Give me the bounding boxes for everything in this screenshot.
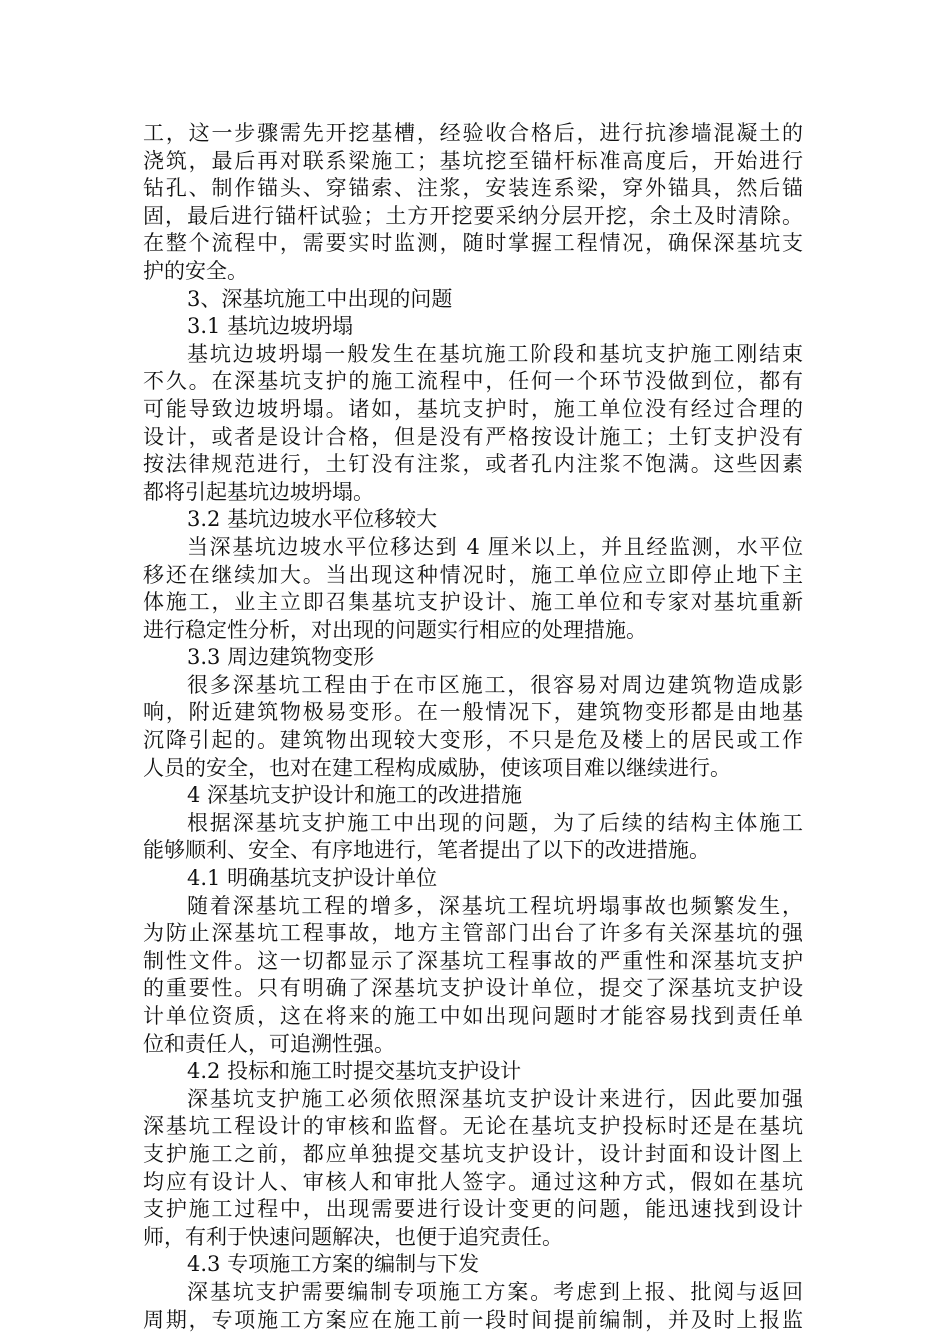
section-heading: 4.2 投标和施工时提交基坑支护设计	[187, 1059, 522, 1084]
paragraph-line: 工，这一步骤需先开挖基槽，经验收合格后，进行抗渗墙混凝土的	[143, 121, 803, 145]
paragraph-line: 深基坑工程设计的审核和监督。无论在基坑支护投标时还是在基坑	[143, 1114, 803, 1139]
section-heading: 3.2 基坑边坡水平位移较大	[187, 507, 438, 532]
paragraph-line: 不久。在深基坑支护的施工流程中，任何一个环节没做到位，都有	[143, 369, 803, 394]
paragraph-line: 按法律规范进行，土钉没有注浆，或者孔内注浆不饱满。这些因素	[143, 452, 803, 477]
paragraph-line: 能够顺利、安全、有序地进行，笔者提出了以下的改进措施。	[143, 838, 710, 863]
paragraph-line: 师，有利于快速问题解决，也便于追究责任。	[143, 1224, 563, 1249]
section-heading: 3.1 基坑边坡坍塌	[187, 314, 354, 339]
paragraph-line: 基坑边坡坍塌一般发生在基坑施工阶段和基坑支护施工刚结束	[187, 341, 803, 366]
paragraph-line: 钻孔、制作锚头、穿锚索、注浆，安装连系梁，穿外锚具，然后锚	[143, 176, 803, 201]
paragraph-line: 根据深基坑支护施工中出现的问题，为了后续的结构主体施工	[187, 810, 803, 835]
document-body	[143, 120, 803, 1334]
paragraph-line: 深基坑支护需要编制专项施工方案。考虑到上报、批阅与返回	[187, 1279, 803, 1304]
paragraph-line: 很多深基坑工程由于在市区施工，很容易对周边建筑物造成影	[187, 672, 803, 697]
paragraph-line: 移还在继续加大。当出现这种情况时，施工单位应立即停止地下主	[143, 562, 803, 587]
paragraph-line: 人员的安全，也对在建工程构成威胁，使该项目难以继续进行。	[143, 755, 731, 780]
paragraph-line: 都将引起基坑边坡坍塌。	[143, 479, 374, 504]
paragraph-line: 计单位资质，这在将来的施工中如出现问题时才能容易找到责任单	[143, 1004, 803, 1028]
paragraph-line: 深基坑支护施工必须依照深基坑支护设计来进行，因此要加强	[187, 1086, 803, 1111]
paragraph-line: 固，最后进行锚杆试验；土方开挖要采纳分层开挖，余土及时清除。	[143, 203, 803, 228]
paragraph-line: 支护施工之前，都应单独提交基坑支护设计，设计封面和设计图上	[143, 1141, 803, 1166]
section-heading: 3、深基坑施工中出现的问题	[187, 286, 453, 311]
paragraph-line: 浇筑，最后再对联系梁施工；基坑挖至锚杆标准高度后，开始进行	[143, 148, 803, 173]
paragraph-line: 设计，或者是设计合格，但是没有严格按设计施工；土钉支护没有	[143, 424, 803, 449]
paragraph-line: 在整个流程中，需要实时监测，随时掌握工程情况，确保深基坑支	[143, 231, 803, 256]
paragraph-line: 响，附近建筑物极易变形。在一般情况下，建筑物变形都是由地基	[143, 700, 803, 725]
paragraph-line: 当深基坑边坡水平位移达到 4 厘米以上，并且经监测，水平位	[187, 534, 803, 559]
paragraph-line: 的重要性。只有明确了深基坑支护设计单位，提交了深基坑支护设	[143, 976, 803, 1001]
paragraph-line: 沉降引起的。建筑物出现较大变形，不只是危及楼上的居民或工作	[143, 728, 803, 753]
paragraph-line: 均应有设计人、审核人和审批人签字。通过这种方式，假如在基坑	[143, 1169, 803, 1194]
paragraph-line: 体施工，业主立即召集基坑支护设计、施工单位和专家对基坑重新	[143, 590, 803, 615]
section-heading: 3.3 周边建筑物变形	[187, 645, 375, 670]
section-heading: 4.3 专项施工方案的编制与下发	[187, 1252, 480, 1277]
paragraph-line: 可能导致边坡坍塌。诸如，基坑支护时，施工单位没有经过合理的	[143, 396, 803, 421]
section-heading: 4 深基坑支护设计和施工的改进措施	[187, 783, 523, 808]
paragraph-line: 位和责任人，可追溯性强。	[143, 1031, 395, 1056]
paragraph-line: 进行稳定性分析，对出现的问题实行相应的处理措施。	[143, 617, 647, 642]
paragraph-line: 为防止深基坑工程事故，地方主管部门出台了许多有关深基坑的强	[143, 921, 803, 946]
section-heading: 4.1 明确基坑支护设计单位	[187, 866, 438, 891]
paragraph-line: 随着深基坑工程的增多，深基坑工程坑坍塌事故也频繁发生，	[187, 893, 803, 918]
paragraph-line: 护的安全。	[143, 258, 248, 283]
paragraph-line: 周期，专项施工方案应在施工前一段时间提前编制，并及时上报监	[143, 1307, 803, 1332]
paragraph-line: 支护施工过程中，出现需要进行设计变更的问题，能迅速找到设计	[143, 1197, 803, 1222]
paragraph-line: 制性文件。这一切都显示了深基坑工程事故的严重性和深基坑支护	[143, 948, 803, 973]
